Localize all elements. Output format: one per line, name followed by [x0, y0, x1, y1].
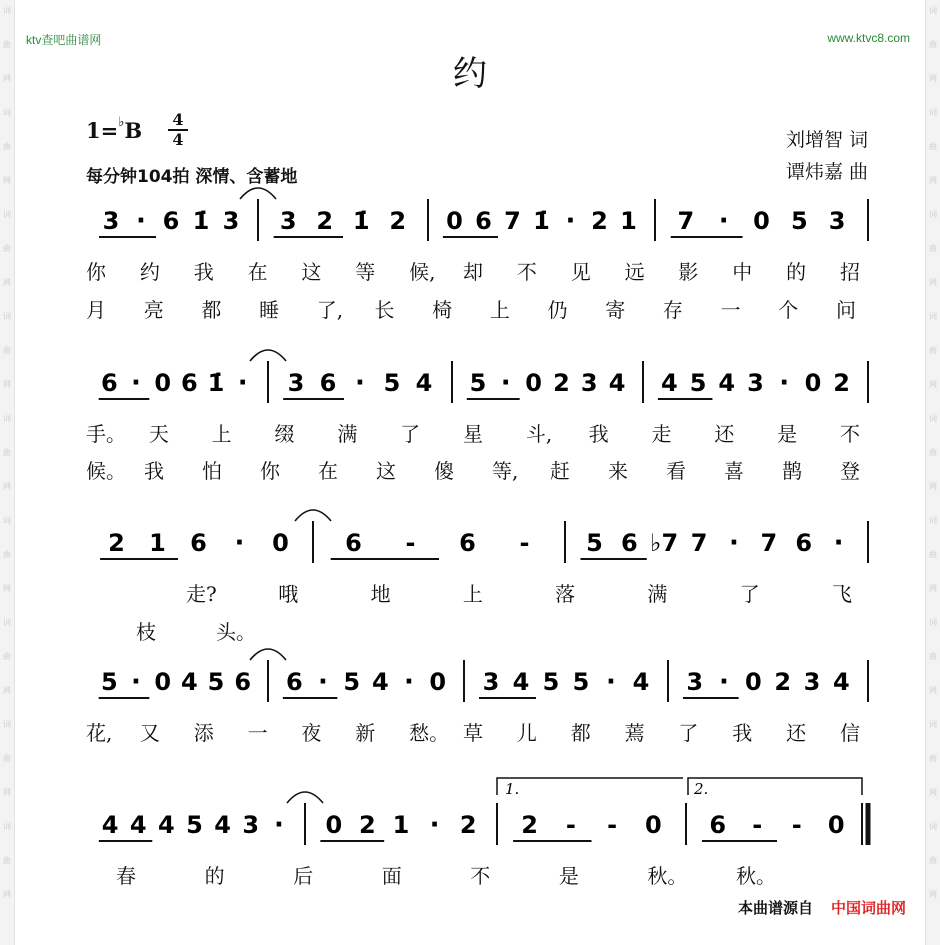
lyric-word: 不: [840, 422, 860, 446]
margin-glyph: 词: [3, 414, 11, 423]
score-note: -: [752, 811, 763, 839]
score-note: 5: [186, 811, 203, 839]
margin-glyph: 网: [3, 584, 11, 593]
score-note: 3: [686, 668, 704, 696]
lyric-word: 儿: [516, 721, 537, 745]
score-note: 0: [154, 668, 172, 696]
lyric-word: 地: [370, 582, 391, 606]
lyric-word: 斗,: [525, 422, 553, 446]
score-note: 6: [100, 369, 118, 397]
score-note: 0: [804, 369, 822, 397]
score-note: 3: [828, 207, 846, 235]
margin-glyph: 网: [929, 890, 937, 899]
lyric-word: 的: [786, 260, 807, 284]
margin-glyph: 曲: [3, 244, 11, 253]
score-note: 4: [832, 668, 850, 696]
margin-glyph: 曲: [3, 652, 11, 661]
margin-glyph: 词: [929, 210, 937, 219]
margin-glyph: 网: [3, 686, 11, 695]
score-note: 6: [620, 529, 638, 557]
score-note: 5: [572, 668, 590, 696]
lyric-word: 这: [376, 459, 396, 483]
margin-glyph: 词: [3, 618, 11, 627]
score-note: ·: [718, 206, 729, 236]
lyricist-credit: 刘增智 词: [785, 129, 868, 151]
score-note: 6: [190, 529, 207, 557]
lyric-word: 哦: [278, 582, 299, 606]
lyric-word: 一: [247, 721, 268, 745]
margin-glyph: 网: [929, 686, 937, 695]
lyric-word: 走: [651, 422, 672, 446]
score-note: 4: [129, 811, 147, 839]
margin-glyph: 词: [929, 414, 937, 423]
margin-glyph: 网: [929, 584, 937, 593]
score-note: 3: [279, 207, 297, 235]
score-note: ·: [500, 368, 511, 398]
lyric-word: 鹊: [782, 459, 802, 483]
margin-glyph: 曲: [3, 448, 11, 457]
score-note: 0: [753, 207, 770, 235]
score-note: 5: [343, 668, 361, 696]
tempo-marking: 每分钟104拍 深情、含蓄地: [86, 167, 298, 187]
lyric-word: 蔫: [624, 721, 645, 745]
score-note: 0: [744, 668, 762, 696]
lyric-word: 又: [139, 721, 160, 745]
margin-glyph: 曲: [929, 448, 937, 457]
score-note: 5: [383, 369, 401, 397]
score-note: 6: [345, 529, 362, 557]
margin-glyph: 词: [929, 516, 937, 525]
lyric-word: 傻: [434, 459, 454, 483]
score-note: ·: [719, 667, 729, 697]
margin-glyph: 网: [3, 176, 11, 185]
score-note: 2: [774, 668, 792, 696]
lyric-word: 上: [462, 582, 483, 606]
score-note: 0: [525, 369, 542, 397]
margin-glyph: 词: [929, 108, 937, 117]
margin-glyph: 词: [929, 720, 937, 729]
score-note: ·: [565, 206, 576, 236]
score-note: 4: [214, 811, 231, 839]
margin-glyph: 词: [929, 6, 937, 15]
lyric-word: 花,: [86, 721, 113, 745]
score-note: 5: [100, 668, 118, 696]
margin-glyph: 网: [929, 482, 937, 491]
score-note: ·: [234, 528, 245, 558]
margin-glyph: 词: [3, 822, 11, 831]
score-note: 2: [389, 207, 407, 235]
margin-glyph: 曲: [929, 652, 937, 661]
lyric-word: 不: [470, 864, 491, 888]
source-site-link[interactable]: 中国词曲网: [830, 899, 906, 917]
margin-glyph: 网: [929, 380, 937, 389]
score-note: 4: [180, 668, 198, 696]
lyric-word: 等,: [492, 459, 519, 483]
score-note: ·: [136, 206, 146, 236]
lyric-word: 登: [840, 459, 860, 483]
margin-glyph: 曲: [3, 142, 11, 151]
lyric-word: 等: [355, 260, 376, 284]
watermark-right[interactable]: www.ktvc8.com: [827, 31, 910, 45]
lyric-word: 你: [260, 459, 280, 483]
score-note: ·: [318, 667, 328, 697]
score-note: 6: [319, 369, 337, 397]
margin-glyph: 网: [3, 890, 11, 899]
score-note: 3: [803, 668, 821, 696]
lyric-word: 中: [732, 260, 753, 284]
score-note: 2: [459, 811, 477, 839]
margin-glyph: 词: [3, 312, 11, 321]
score-note: ·: [833, 528, 844, 558]
margin-glyph: 网: [3, 788, 11, 797]
lyric-word: 头。: [216, 620, 256, 644]
lyric-line: [0, 860, 940, 890]
score-note: 2: [108, 529, 125, 557]
lyric-word: 看: [666, 459, 686, 483]
score-note: 3: [482, 668, 500, 696]
score-note: 5: [586, 529, 603, 557]
margin-glyph: 曲: [929, 856, 937, 865]
lyric-word: 候,: [409, 260, 436, 284]
score-note: 0: [325, 811, 343, 839]
margin-glyph: 曲: [929, 40, 937, 49]
lyric-line: [0, 717, 940, 747]
lyric-word: 愁。: [409, 721, 450, 745]
score-note: 4: [718, 369, 736, 397]
lyric-word: 仍: [547, 298, 568, 322]
lyric-word: 新: [355, 721, 376, 745]
score-note: ·: [273, 810, 284, 840]
score-note: -: [607, 811, 618, 839]
volta-1-bracket: [497, 778, 683, 795]
lyric-word: 春: [116, 864, 136, 888]
score-note: 4: [415, 369, 433, 397]
score-note: 2: [521, 811, 538, 839]
lyric-line: [0, 418, 940, 448]
score-note: ·: [131, 667, 141, 697]
score-note: -: [565, 811, 576, 839]
score-note: 2: [591, 207, 608, 235]
lyric-line: [0, 455, 940, 485]
lyric-word: 满: [647, 582, 668, 606]
lyric-word: 秋。: [736, 864, 776, 888]
lyric-word: 缀: [274, 422, 295, 446]
score-note: 0: [645, 811, 662, 839]
margin-glyph: 曲: [3, 346, 11, 355]
lyric-word: 添: [193, 721, 214, 745]
score-note: 5: [689, 369, 707, 397]
score-note: 2: [359, 811, 376, 839]
score-note: 5: [542, 668, 560, 696]
score-note: ·: [355, 368, 365, 398]
score-note: 0: [272, 529, 289, 557]
lyric-word: 草: [463, 721, 483, 745]
lyric-word: 月: [86, 298, 106, 322]
margin-glyph: 曲: [929, 346, 937, 355]
slur: [250, 649, 286, 660]
score-note: ·: [606, 667, 616, 697]
score-note: 1: [149, 529, 166, 557]
lyric-word: 问: [836, 298, 856, 322]
score-note: 4: [608, 369, 626, 397]
score-note: 6: [459, 529, 476, 557]
margin-glyph: 网: [3, 380, 11, 389]
score-note: 1̇: [207, 369, 225, 397]
volta-1-label: 1.: [505, 780, 520, 798]
score-note: ·: [728, 528, 739, 558]
lyric-word: 存: [662, 298, 683, 322]
margin-glyph: 曲: [929, 244, 937, 253]
lyric-word: 是: [777, 422, 798, 446]
volta-2-label: 2.: [694, 780, 709, 798]
meter-top: 4: [172, 110, 184, 129]
margin-glyph: 词: [3, 6, 11, 15]
score-note: -: [405, 529, 416, 557]
lyric-word: 见: [570, 260, 591, 284]
watermark-left[interactable]: ktv查吧曲谱网: [26, 33, 102, 47]
slur: [240, 188, 276, 199]
score-note: 1̇: [352, 207, 370, 235]
lyric-word: 落: [555, 582, 576, 606]
source-credit: [738, 897, 906, 918]
score-note: -: [791, 811, 802, 839]
margin-glyph: 网: [929, 176, 937, 185]
score-note: -: [519, 529, 530, 557]
score-note: 4: [512, 668, 530, 696]
score-note: 0: [429, 668, 447, 696]
score-note: 0: [827, 811, 845, 839]
lyric-line: [0, 294, 940, 324]
score-note: 6: [795, 529, 813, 557]
lyric-word: 你: [86, 260, 106, 284]
score-note: 7: [690, 529, 708, 557]
lyric-word: 面: [381, 864, 402, 888]
lyric-word: 怕: [202, 459, 222, 483]
slur: [250, 350, 286, 361]
score-note: 4: [158, 811, 175, 839]
lyric-word: 还: [786, 721, 807, 745]
lyric-word: 我: [732, 721, 753, 745]
score-note: 0: [446, 207, 463, 235]
lyric-line: [0, 256, 940, 286]
score-note: 1: [620, 207, 637, 235]
lyric-word: 都: [570, 721, 591, 745]
margin-glyph: 词: [3, 210, 11, 219]
margin-glyph: 曲: [3, 40, 11, 49]
score-note: ·: [237, 368, 248, 398]
margin-glyph: 曲: [929, 754, 937, 763]
lyric-word: 了,: [316, 298, 344, 322]
score-note: 3: [580, 369, 598, 397]
lyric-word: 候。: [86, 459, 126, 483]
lyric-word: 椅: [432, 298, 453, 322]
lyric-word: 长: [374, 298, 395, 322]
score-note: 5: [790, 207, 808, 235]
lyric-line: [0, 578, 940, 608]
score-note: 2: [553, 369, 570, 397]
lyric-word: 寄: [605, 298, 626, 322]
margin-glyph: 曲: [929, 550, 937, 559]
source-prefix: 本曲谱源自: [737, 899, 813, 917]
score-note: ♭7: [650, 529, 679, 557]
lyric-word: 上: [211, 422, 232, 446]
margin-glyph: 网: [3, 278, 11, 287]
margin-glyph: 网: [929, 278, 937, 287]
lyric-word: 亮: [143, 298, 164, 322]
score-note: 6: [162, 207, 180, 235]
lyric-word: 是: [558, 864, 579, 888]
score-note: 6: [475, 207, 492, 235]
score-note: 3: [102, 207, 120, 235]
lyric-word: 远: [624, 260, 645, 284]
score-note: 7: [760, 529, 778, 557]
lyric-word: 星: [463, 422, 483, 446]
lyric-word: 却: [463, 260, 483, 284]
score-note: 4: [101, 811, 119, 839]
lyric-word: 满: [337, 422, 358, 446]
lyric-word: 夜: [301, 721, 322, 745]
score-note: 2: [316, 207, 334, 235]
score-note: 3: [222, 207, 240, 235]
score-note: ·: [429, 810, 440, 840]
score-note: 6: [234, 668, 252, 696]
score-note: 3: [242, 811, 260, 839]
composer-credit: 谭炜嘉 曲: [785, 161, 868, 183]
meter-bottom: 4: [172, 130, 184, 149]
score-note: 1: [392, 811, 410, 839]
score-note: ·: [779, 368, 790, 398]
lyric-word: 一: [720, 298, 741, 322]
song-title: 约: [453, 54, 487, 94]
slur: [295, 510, 331, 521]
lyric-word: 我: [193, 260, 214, 284]
score-note: 1̇: [192, 207, 210, 235]
score-note: 4: [371, 668, 389, 696]
lyric-line: [0, 616, 940, 646]
score-note: ·: [404, 667, 414, 697]
lyric-word: 影: [678, 260, 699, 284]
margin-glyph: 曲: [3, 856, 11, 865]
lyric-word: 了: [678, 721, 699, 745]
lyric-word: 信: [840, 721, 860, 745]
lyric-word: 睡: [259, 298, 280, 322]
lyric-word: 都: [201, 298, 222, 322]
score-note: 3: [747, 369, 764, 397]
score-note: 3: [287, 369, 305, 397]
lyric-word: 在: [318, 459, 338, 483]
lyric-word: 不: [516, 260, 537, 284]
lyric-word: 还: [714, 422, 735, 446]
lyric-word: 后: [293, 864, 314, 888]
score-note: 1̇: [533, 207, 550, 235]
margin-glyph: 词: [929, 618, 937, 627]
margin-glyph: 词: [929, 312, 937, 321]
lyric-word: 个: [778, 298, 799, 322]
score-note: ·: [131, 368, 141, 398]
lyric-word: 了: [400, 422, 421, 446]
lyric-word: 喜: [724, 459, 744, 483]
score-note: 4: [632, 668, 650, 696]
lyric-word: 手。: [86, 422, 126, 446]
margin-glyph: 网: [929, 74, 937, 83]
lyric-word: 在: [247, 260, 268, 284]
lyric-word: 这: [301, 260, 322, 284]
lyric-word: 秋。: [647, 864, 688, 888]
margin-glyph: 词: [3, 720, 11, 729]
slur: [287, 792, 323, 803]
lyric-word: 走?: [186, 582, 217, 606]
lyric-word: 约: [139, 260, 160, 284]
score-note: 6: [709, 811, 727, 839]
margin-glyph: 词: [929, 822, 937, 831]
lyric-word: 枝: [136, 620, 156, 644]
lyric-word: 天: [148, 422, 169, 446]
margin-glyph: 词: [3, 108, 11, 117]
score-note: 2: [833, 369, 850, 397]
score-note: 4: [661, 369, 678, 397]
lyric-word: 飞: [832, 582, 852, 606]
score-note: 6: [180, 369, 198, 397]
lyric-word: 了: [739, 582, 760, 606]
margin-glyph: 网: [3, 482, 11, 491]
score-note: 5: [469, 369, 487, 397]
lyric-word: 赶: [550, 459, 570, 483]
margin-glyph: 曲: [3, 550, 11, 559]
lyric-word: 来: [608, 459, 628, 483]
lyric-word: 的: [204, 864, 225, 888]
score-note: 0: [154, 369, 172, 397]
margin-glyph: 曲: [929, 142, 937, 151]
margin-glyph: 网: [929, 788, 937, 797]
score-note: 5: [207, 668, 225, 696]
lyric-word: 我: [588, 422, 609, 446]
score-note: 6: [285, 668, 303, 696]
lyric-word: 我: [144, 459, 164, 483]
margin-glyph: 曲: [3, 754, 11, 763]
lyric-word: 招: [840, 260, 860, 284]
margin-glyph: 网: [3, 74, 11, 83]
margin-glyph: 词: [3, 516, 11, 525]
lyric-word: 上: [489, 298, 510, 322]
volta-2-bracket: [688, 778, 862, 795]
key-signature: 1=♭B: [86, 115, 143, 143]
score-note: 7: [677, 207, 695, 235]
score-note: 7: [504, 207, 521, 235]
